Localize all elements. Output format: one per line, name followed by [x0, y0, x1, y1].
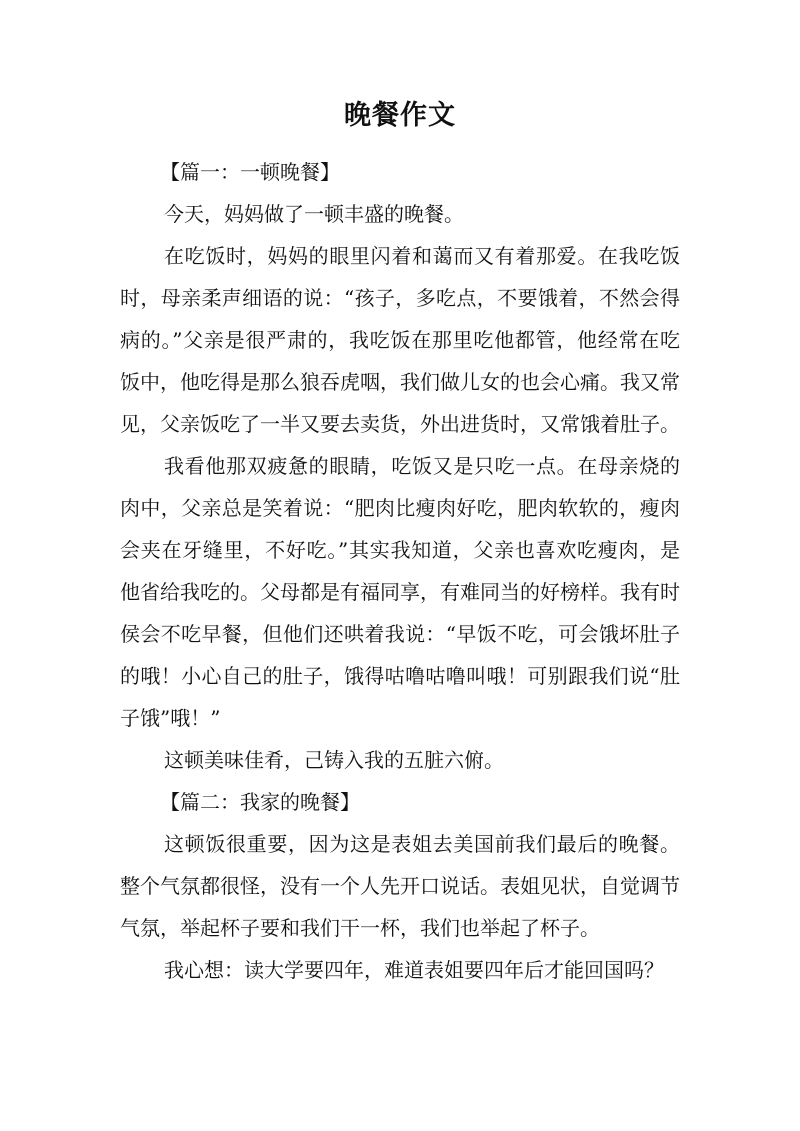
document-body	[120, 151, 680, 991]
paragraph: 我看他那双疲惫的眼睛，吃饭又是只吃一点。在母亲烧的肉中，父亲总是笑着说：“肥肉比瘦肉好吃，肥肉软软的，瘦肉会夹在牙缝里，不好吃。”其实我知道，父亲也喜欢吃瘦肉，是他省给我吃的。父母都是有福同享，有难同当的好榜样。我有时侯会不吃早餐，但他们还哄着我说：“早饭不吃，可会饿坏肚子的哦！小心自己的肚子，饿得咕噜咕噜叫哦！可别跟我们说“肚子饿”哦！”	[120, 454, 680, 730]
section-heading-2: 【篇二：我家的晚餐】	[160, 790, 360, 814]
section-heading-1: 【篇一：一顿晚餐】	[160, 160, 340, 184]
paragraph: 今天，妈妈做了一顿丰盛的晚餐。	[164, 202, 464, 226]
paragraph: 这顿饭很重要，因为这是表姐去美国前我们最后的晚餐。整个气氛都很怪，没有一个人先开口说话。表姐见状，自觉调节气氛，举起杯子要和我们干一杯，我们也举起了杯子。	[120, 832, 680, 940]
paragraph: 这顿美味佳肴，己铸入我的五脏六俯。	[164, 748, 504, 772]
paragraph: 我心想：读大学要四年，难道表姐要四年后才能回国吗？	[164, 958, 664, 982]
document-title: 晚餐作文	[344, 100, 456, 131]
paragraph: 在吃饭时，妈妈的眼里闪着和蔼而又有着那爱。在我吃饭时，母亲柔声细语的说：“孩子，多吃点，不要饿着，不然会得病的。”父亲是很严肃的，我吃饭在那里吃他都管，他经常在吃饭中，他吃得是那么狼吞虎咽，我们做儿女的也会心痛。我又常见，父亲饭吃了一半又要去卖货，外出进货时，又常饿着肚子。	[120, 244, 680, 436]
